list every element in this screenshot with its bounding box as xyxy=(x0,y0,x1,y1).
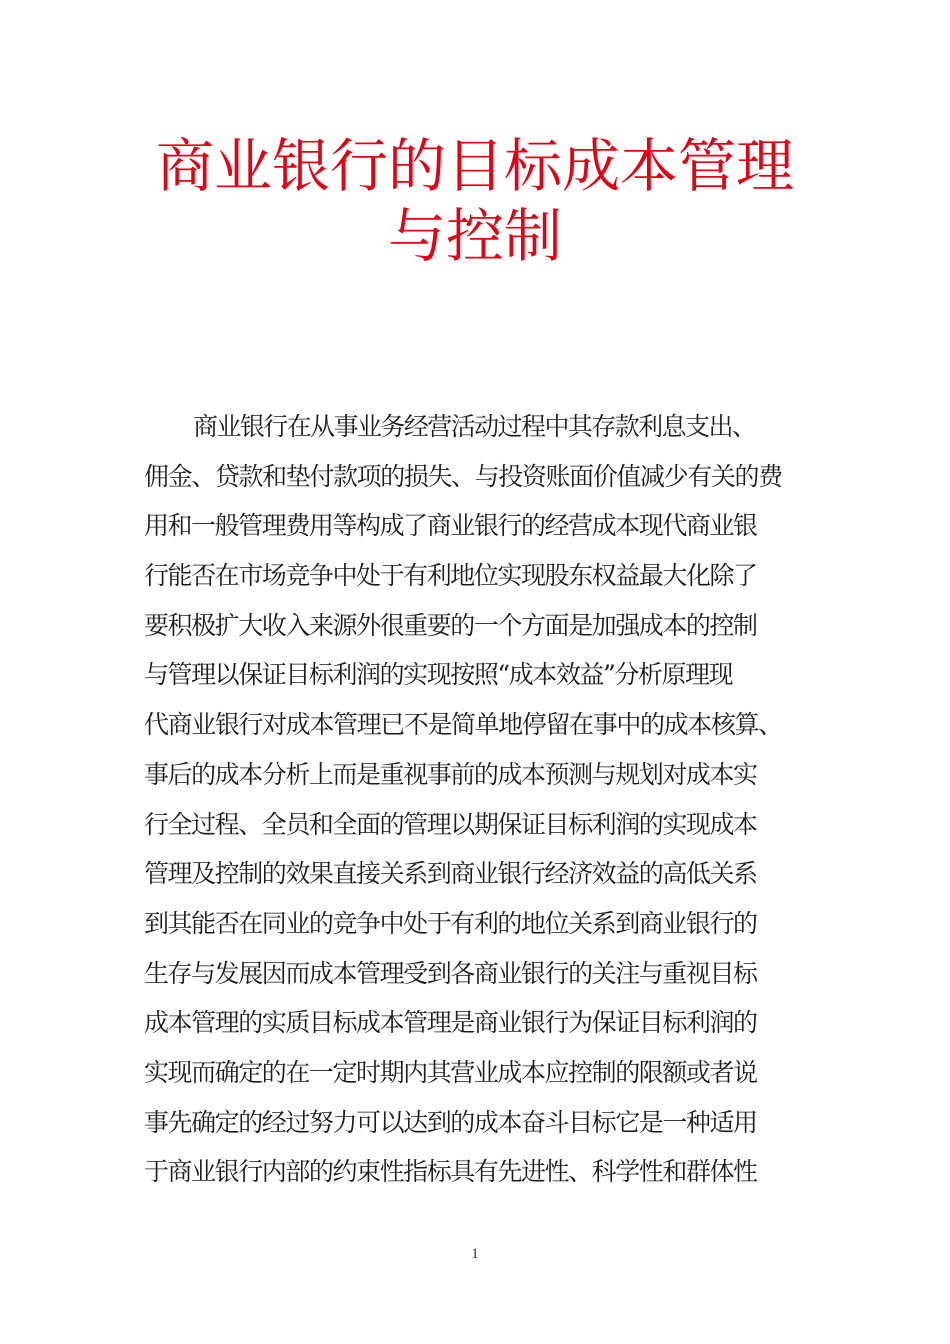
body-line: 行全过程、全员和全面的管理以期保证目标利润的实现成本 xyxy=(144,809,757,839)
document-body xyxy=(144,402,844,1197)
body-line: 行能否在市场竞争中处于有利地位实现股东权益最大化除了 xyxy=(144,561,757,591)
body-line: 事后的成本分析上而是重视事前的成本预测与规划对成本实 xyxy=(144,759,757,789)
body-line: 商业银行在从事业务经营活动过程中其存款利息支出、 xyxy=(193,412,756,441)
page-number: 1 xyxy=(471,1246,479,1262)
body-line: 代商业银行对成本管理已不是简单地停留在事中的成本核算、 xyxy=(144,710,782,740)
body-line: 要积极扩大收入来源外很重要的一个方面是加强成本的控制 xyxy=(144,610,757,640)
body-line: 事先确定的经过努力可以达到的成本奋斗目标它是一种适用 xyxy=(144,1107,757,1137)
body-line: 生存与发展因而成本管理受到各商业银行的关注与重视目标 xyxy=(144,958,757,988)
body-line: 到其能否在同业的竞争中处于有利的地位关系到商业银行的 xyxy=(144,908,757,938)
body-line: 与管理以保证目标利润的实现按照“成本效益”分析原理现 xyxy=(144,660,733,690)
body-line: 用和一般管理费用等构成了商业银行的经营成本现代商业银 xyxy=(144,511,757,541)
document-title-line-1: 商业银行的目标成本管理 xyxy=(155,132,794,200)
body-line: 成本管理的实质目标成本管理是商业银行为保证目标利润的 xyxy=(144,1008,757,1038)
body-line: 于商业银行内部的约束性指标具有先进性、科学性和群体性 xyxy=(144,1157,757,1187)
document-title-line-2: 与控制 xyxy=(387,202,562,270)
body-line: 实现而确定的在一定时期内其营业成本应控制的限额或者说 xyxy=(144,1057,757,1087)
body-line: 佣金、贷款和垫付款项的损失、与投资账面价值减少有关的费 xyxy=(144,461,782,491)
body-line: 管理及控制的效果直接关系到商业银行经济效益的高低关系 xyxy=(144,859,757,889)
